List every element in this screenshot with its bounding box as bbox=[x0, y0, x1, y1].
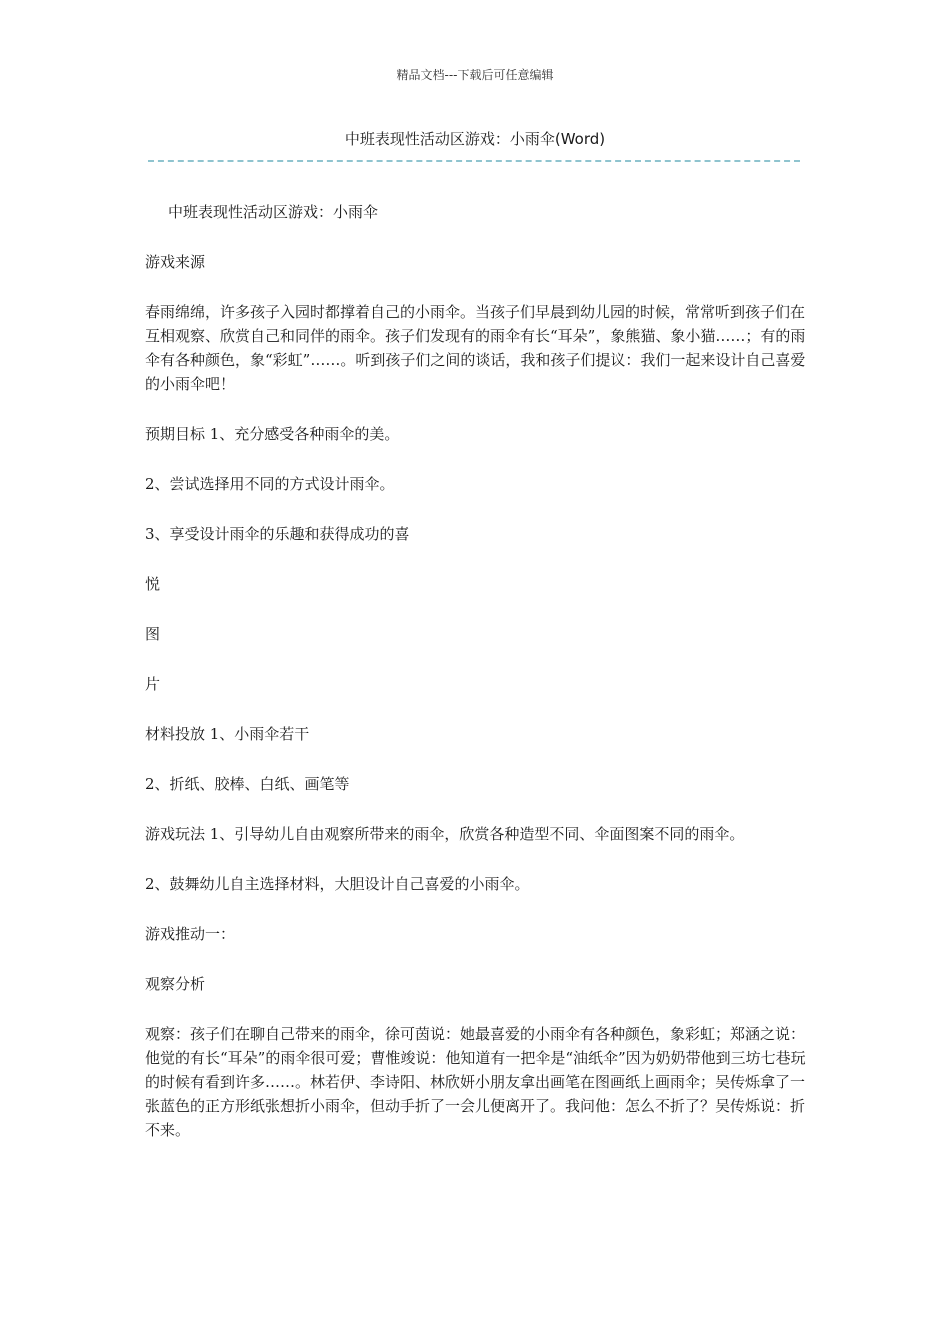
section-observation-analysis: 观察分析 bbox=[145, 975, 206, 993]
paragraph-play-1: 游戏玩法 1、引导幼儿自由观察所带来的雨伞，欣赏各种造型不同、伞面图案不同的雨伞。 bbox=[145, 825, 745, 843]
document-body bbox=[145, 200, 807, 1142]
paragraph-goal-3: 3、享受设计雨伞的乐趣和获得成功的喜 bbox=[145, 525, 410, 543]
paragraph-materials-2: 2、折纸、胶棒、白纸、画笔等 bbox=[145, 775, 350, 793]
body-heading: 中班表现性活动区游戏：小雨伞 bbox=[168, 203, 379, 221]
paragraph-char-pian: 片 bbox=[145, 675, 161, 693]
paragraph-play-2: 2、鼓舞幼儿自主选择材料，大胆设计自己喜爱的小雨伞。 bbox=[145, 875, 530, 893]
paragraph-game-source-text: 春雨绵绵，许多孩子入园时都撑着自己的小雨伞。当孩子们早晨到幼儿园的时候，常常听到孩子们在互相观察、欣赏自己和同伴的雨伞。孩子们发现有的雨伞有长“耳朵”，象熊猫、象小猫……；有的雨伞有各种颜色，象“彩虹”……。听到孩子们之间的谈话，我和孩子们提议：我们一起来设计自己喜爱的小雨伞吧！ bbox=[145, 303, 806, 393]
document-title: 中班表现性活动区游戏：小雨伞(Word) bbox=[344, 130, 606, 148]
paragraph-materials-1: 材料投放 1、小雨伞若干 bbox=[145, 725, 310, 743]
paragraph-goal-2: 2、尝试选择用不同的方式设计雨伞。 bbox=[145, 475, 395, 493]
paragraph-char-tu: 图 bbox=[145, 625, 161, 643]
paragraph-goal-1: 预期目标 1、充分感受各种雨伞的美。 bbox=[145, 425, 400, 443]
paragraph-char-yue: 悦 bbox=[145, 575, 161, 593]
paragraph-observation-text: 观察：孩子们在聊自己带来的雨伞，徐可茵说：她最喜爱的小雨伞有各种颜色，象彩虹；郑涵之说：他觉的有长“耳朵”的雨伞很可爱；曹惟竣说：他知道有一把伞是“油纸伞”因为奶奶带他到三坊七巷玩的时候有看到许多……。林若伊、李诗阳、林欣妍小朋友拿出画笔在图画纸上画雨伞；吴传烁拿了一张蓝色的正方形纸张想折小雨伞，但动手折了一会儿便离开了。我问他：怎么不折了？吴传烁说：折不来。 bbox=[145, 1025, 806, 1139]
section-game-source: 游戏来源 bbox=[145, 253, 206, 271]
title-divider bbox=[148, 160, 800, 162]
header-note: 精品文档---下载后可任意编辑 bbox=[396, 68, 554, 82]
section-game-push-1: 游戏推动一： bbox=[145, 925, 236, 943]
